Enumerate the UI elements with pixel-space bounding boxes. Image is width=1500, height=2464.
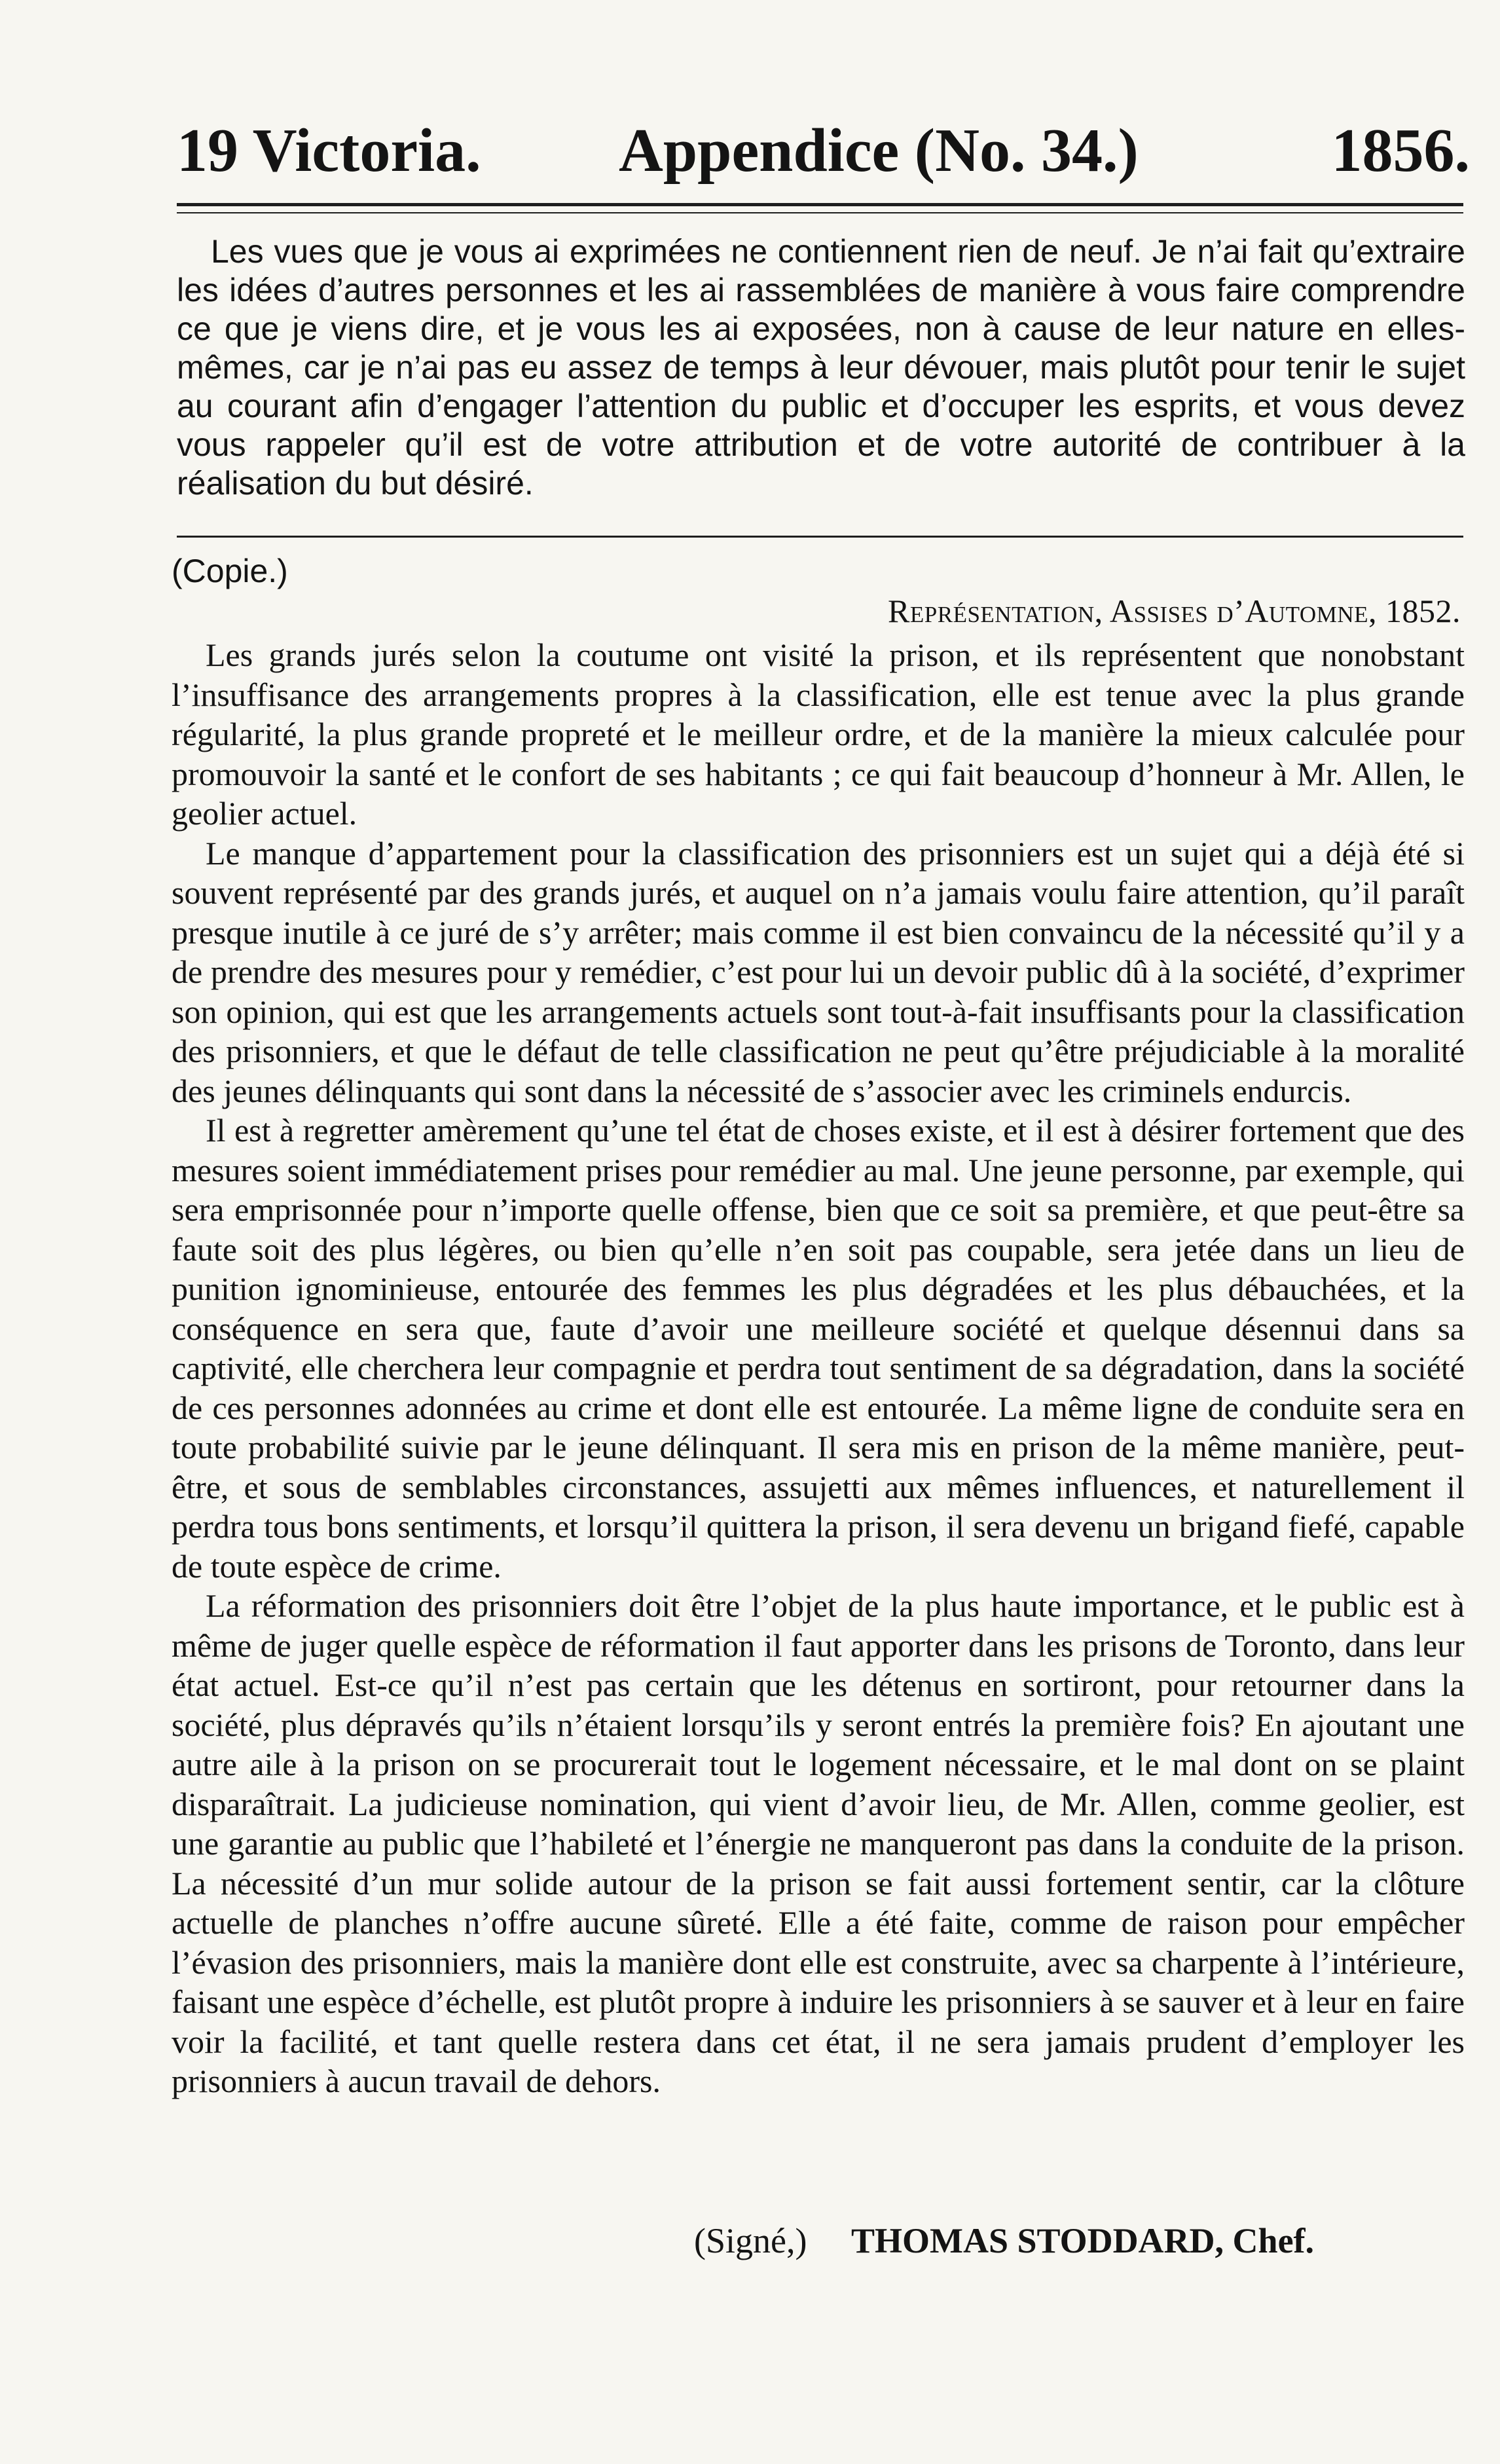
year: 1856.: [1331, 117, 1470, 185]
paragraph: Le manque d’appartement pour la classification des prisonniers est un sujet qui a déjà été si souvent représenté par des grands jurés, et auquel on n’a jamais voulu faire attention, qu’il paraît presque inutile à ce juré de s’y arrêter; mais comme il est bien convaincu de la nécessité qu’il y a de prendre des mesures pour y remédier, c’est pour lui un devoir public dû à la société, d’exprimer son opinion, qui est que les arrangements actuels sont tout-à-fait insuffisants pour la classification des prisonniers, et que le défaut de telle classification ne peut qu’être préjudiciable à la moralité des jeunes délinquants qui sont dans la nécessité de s’associer avec les criminels endurcis.: [172, 834, 1465, 1109]
paragraph: Il est à regretter amèrement qu’une tel état de choses existe, et il est à désirer fortement que des mesures soient immédiatement prises pour remédier au mal. Une jeune personne, par exemple, qui sera emprisonnée pour n’importe quelle offense, bien que ce soit sa première, et que peut-être sa faute soit des plus légères, ou bien qu’elle n’en soit pas coupable, sera jetée dans un lieu de punition ignominieuse, entourée des femmes les plus dégradées et les plus débauchées, et la conséquence en sera que, faute d’avoir une meilleure société et quelque désennui dans sa captivité, elle cherchera leur compagnie et perdra tout sentiment de sa dégradation, dans la société de ces personnes adonnées au crime et dont elle est entourée. La même ligne de conduite sera en toute probabilité suivie par le jeune délinquant. Il sera mis en prison de la même manière, peut-être, et sous de semblables circonstances, assujetti aux mêmes influences, et naturellement il perdra tous bons sentiments, et lorsqu’il quittera la prison, il sera devenu un brigand fiefé, capable de toute espèce de crime.: [172, 1112, 1465, 1585]
signatory-name: THOMAS STODDARD, Chef.: [851, 2221, 1315, 2260]
header-rule: [177, 203, 1463, 213]
section-rule: [177, 536, 1463, 538]
regnal-year: 19 Victoria.: [177, 117, 481, 185]
paragraph: La réformation des prisonniers doit être l’objet de la plus haute importance, et le public est à même de juger quelle espèce de réformation il faut apporter dans les prisons de Toronto, dans leur état actuel. Est-ce qu’il n’est pas certain que les détenus en sortiront, pour retourner dans la société, plus dépravés qu’ils n’étaient lorsqu’ils y seront entrés la première fois? En ajoutant une autre aile à la prison on se procurerait tout le logement nécessaire, et le mal dont on se plaint disparaîtrait. La judicieuse nomination, qui vient d’avoir lieu, de Mr. Allen, comme geolier, est une garantie au public que l’habileté et l’énergie ne manqueront pas dans la conduite de la prison. La nécessité d’un mur solide autour de la prison se fait aussi fortement sentir, car la clôture actuelle de planches n’offre aucune sûreté. Elle a été faite, comme de raison pour empêcher l’évasion des prisonniers, mais la manière dont elle est construite, avec sa charpente à l’intérieure, faisant une espèce d’échelle, est plutôt propre à induire les prisonniers à se sauver et à leur en faire voir la facilité, et tant quelle restera dans cet état, il ne sera jamais prudent d’employer les prisonniers à aucun travail de dehors.: [172, 1587, 1465, 2099]
signed-label: (Signé,): [694, 2221, 807, 2260]
copy-label: (Copie.): [172, 553, 288, 589]
paragraph: Les grands jurés selon la coutume ont visité la prison, et ils représentent que nonobstant l’insuffisance des arrangements propres à la classification, elle est tenue avec la plus grande régularité, la plus grande propreté et le meilleur ordre, et de la manière la mieux calculée pour promouvoir la santé et le confort de ses habitants ; ce qui fait beaucoup d’honneur à Mr. Allen, le geolier actuel.: [172, 636, 1465, 832]
signature-line: [694, 2220, 1314, 2262]
representation-heading: Représentation, Assises d’Automne, 1852.: [888, 593, 1461, 629]
page-header: [177, 111, 1470, 190]
representation-body: [172, 635, 1465, 2101]
intro-paragraph: Les vues que je vous ai exprimées ne contiennent rien de neuf. Je n’ai fait qu’extraire les idées d’autres personnes et les ai rassemblées de manière à vous faire comprendre ce que je viens dire, et je vous les ai exposées, non à cause de leur nature en elles-mêmes, car je n’ai pas eu assez de temps à leur dévouer, mais plutôt pour tenir le sujet au courant afin d’engager l’attention du public et d’occuper les esprits, et vous devez vous rappeler qu’il est de votre attribution et de votre autorité de contribuer à la réalisation du but désiré.: [177, 233, 1465, 502]
appendix-number: Appendice (No. 34.): [619, 117, 1139, 185]
